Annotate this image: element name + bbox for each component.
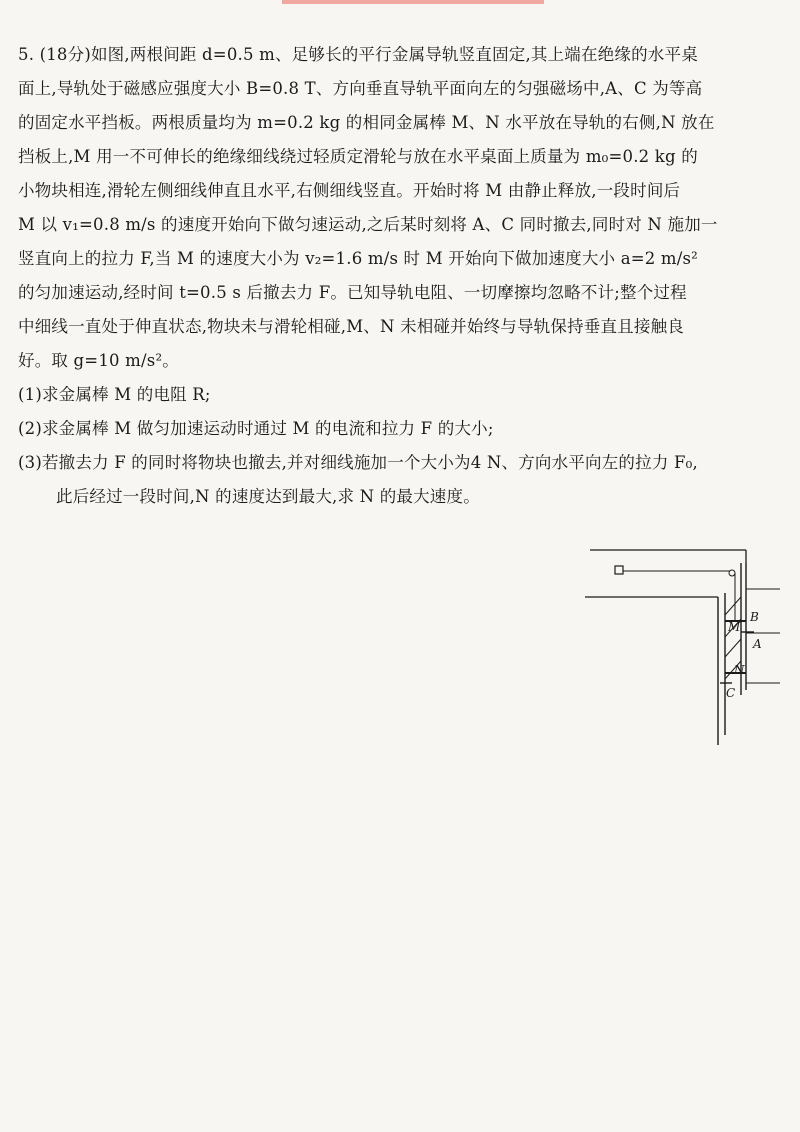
problem-line: 挡板上,M 用一不可伸长的绝缘细线绕过轻质定滑轮与放在水平桌面上质量为 m₀=0.2 kg 的 [18, 147, 698, 166]
problem-line: M 以 v₁=0.8 m/s 的速度开始向下做匀速运动,之后某时刻将 A、C 同时撤去,同时对 N 施加一 [18, 215, 718, 234]
top-page-mark [282, 0, 544, 4]
rail-hatch [725, 597, 741, 615]
problem-line: 的匀加速运动,经时间 t=0.5 s 后撤去力 F。已知导轨电阻、一切摩擦均忽略不计;整个过程 [18, 283, 687, 302]
problem-line: 小物块相连,滑轮左侧细线伸直且水平,右侧细线竖直。开始时将 M 由静止释放,一段时间后 [18, 181, 681, 200]
label-b: B [750, 610, 759, 624]
problem-line: 的固定水平挡板。两根质量均为 m=0.2 kg 的相同金属棒 M、N 水平放在导轨的右侧,N 放在 [18, 113, 715, 132]
label-c: C [726, 686, 736, 700]
question-3: (3)若撤去力 F 的同时将物块也撤去,并对细线施加一个大小为4 N、方向水平向左的拉力 F₀, [18, 453, 698, 472]
problem-line: 5. (18分)如图,两根间距 d=0.5 m、足够长的平行金属导轨竖直固定,其上端在绝缘的水平桌 [18, 45, 698, 64]
small-block [615, 566, 623, 574]
problem-line: 面上,导轨处于磁感应强度大小 B=0.8 T、方向垂直导轨平面向左的匀强磁场中,A、C 为等高 [18, 79, 703, 98]
label-n: N [734, 663, 745, 677]
problem-line: 好。取 g=10 m/s²。 [18, 351, 179, 370]
question-2: (2)求金属棒 M 做匀加速运动时通过 M 的电流和拉力 F 的大小; [18, 419, 494, 438]
problem-text [18, 38, 782, 514]
question-3-continuation: 此后经过一段时间,N 的速度达到最大,求 N 的最大速度。 [56, 487, 480, 506]
label-a: A [753, 637, 762, 651]
pulley [729, 570, 735, 576]
problem-line: 中细线一直处于伸直状态,物块未与滑轮相碰,M、N 未相碰并始终与导轨保持垂直且接触良 [18, 317, 684, 336]
rail-diagram [580, 545, 780, 750]
question-1: (1)求金属棒 M 的电阻 R; [18, 385, 211, 404]
problem-line: 竖直向上的拉力 F,当 M 的速度大小为 v₂=1.6 m/s 时 M 开始向下做加速度大小 a=2 m/s² [18, 249, 698, 268]
rail-hatch [725, 639, 741, 657]
label-m: M [728, 620, 741, 634]
rail-diagram-svg [580, 545, 780, 750]
